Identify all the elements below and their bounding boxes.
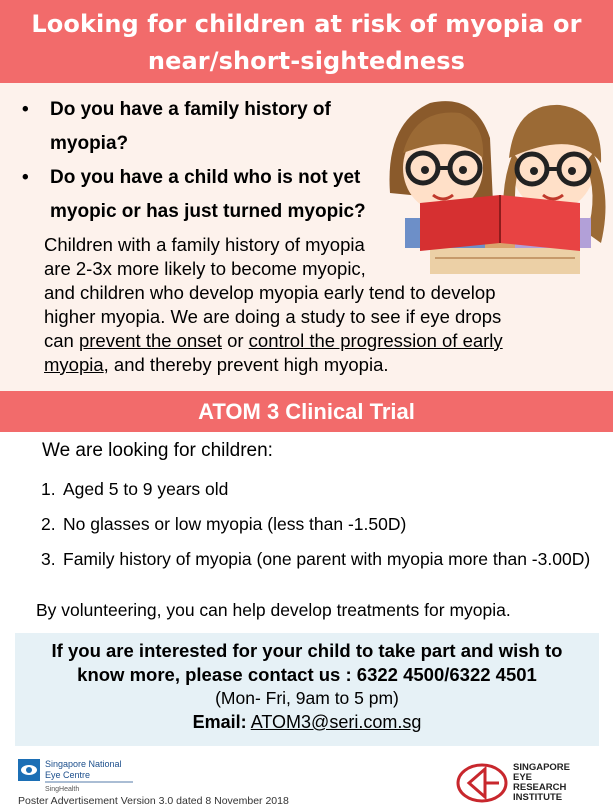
criteria-item: 2. No glasses or low myopia (less than -1.50D)	[41, 514, 407, 534]
page-title-line1: Looking for children at risk of myopia or	[31, 10, 582, 38]
criteria-section	[0, 432, 613, 630]
email-link[interactable]: ATOM3@seri.com.sg	[250, 712, 422, 732]
contact-line2: know more, please contact us : 6322 4500/6322 4501	[77, 664, 537, 685]
question-item: • Do you have a family history of myopia?	[22, 93, 392, 161]
version-text: Poster Advertisement Version 3.0 dated 8 November 2018	[18, 795, 289, 807]
seri-logo	[455, 760, 605, 806]
contact-hours: (Mon- Fri, 9am to 5 pm)	[215, 688, 399, 708]
seri-mark-icon	[458, 765, 506, 801]
svg-text:INSTITUTE: INSTITUTE	[513, 792, 563, 803]
header-banner	[0, 0, 613, 83]
svg-text:Eye Centre: Eye Centre	[45, 770, 91, 780]
svg-text:EYE: EYE	[513, 772, 533, 783]
bullet-icon: •	[22, 167, 29, 188]
contact-box	[15, 633, 599, 746]
page-title-line2: near/short-sightedness	[147, 47, 466, 75]
question-item: • Do you have a child who is not yet myopic or has just turned myopic?	[22, 161, 392, 229]
svg-text:SingHealth: SingHealth	[45, 786, 80, 793]
intro-section	[0, 83, 613, 391]
snec-logo	[18, 757, 138, 795]
question-list	[22, 93, 392, 229]
svg-text:RESEARCH: RESEARCH	[513, 782, 567, 793]
contact-email-row: Email: ATOM3@seri.com.sg	[192, 712, 422, 732]
criteria-item: 1. Aged 5 to 9 years old	[41, 479, 229, 499]
bullet-icon: •	[22, 99, 29, 120]
trial-banner: ATOM 3 Clinical Trial	[0, 391, 613, 432]
control-progression-text: control the progression of early	[248, 330, 503, 351]
intro-paragraph: Children with a family history of myopia are 2-3x more likely to become myopic, and children who develop myopia early tend to develop higher myopia. We are doing a study to see if eye drops can prevent the onset or control the progression of early myopia, and thereby prevent high myopia.	[44, 234, 503, 375]
volunteer-text: By volunteering, you can help develop treatments for myopia.	[36, 600, 511, 620]
svg-text:Singapore National: Singapore National	[45, 759, 122, 769]
prevent-onset-text: prevent the onset	[78, 330, 222, 351]
criteria-item: 3. Family history of myopia (one parent with myopia more than -3.00D)	[41, 549, 591, 569]
criteria-list	[41, 478, 601, 583]
svg-text:SINGAPORE: SINGAPORE	[513, 762, 571, 773]
contact-line1: If you are interested for your child to take part and wish to	[51, 640, 563, 661]
criteria-lead: We are looking for children:	[42, 440, 273, 461]
